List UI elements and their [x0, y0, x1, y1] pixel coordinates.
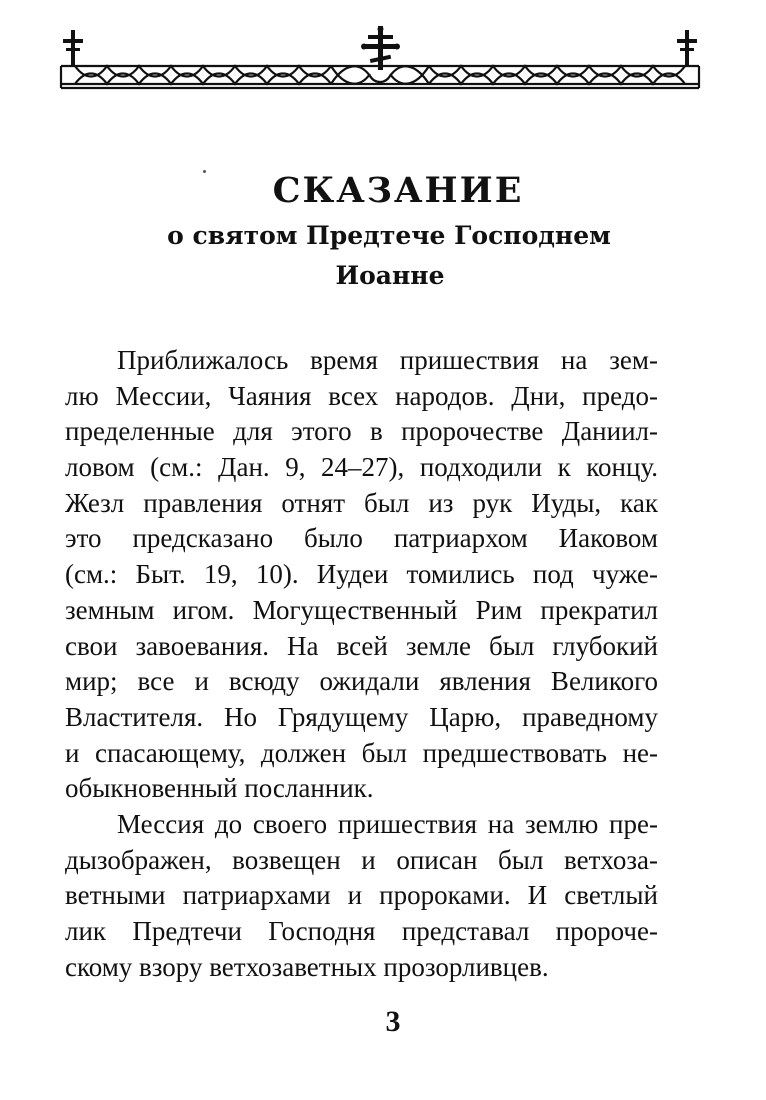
text-line: Жезл правления отнят был из рук Иуды, как	[65, 487, 658, 518]
body-text	[65, 343, 658, 985]
chapter-subtitle-line-1: о святом Предтече Господнем	[167, 221, 611, 250]
text-line: скому взору ветхозаветных прозорливцев.	[65, 951, 549, 982]
text-line: Властителя. Но Грядущему Царю, праведному	[65, 701, 658, 732]
text-line: мир; все и всюду ожидали явления Великого	[65, 666, 658, 697]
text-line: (см.: Быт. 19, 10). Иудеи томились под чуже-	[65, 559, 658, 590]
text-line: ветными патриархами и пророками. И светлый	[65, 880, 658, 911]
text-line: ловом (см.: Дан. 9, 24–27), подходили к концу.	[65, 452, 658, 483]
text-line: земным игом. Могущественный Рим прекратил	[65, 594, 658, 625]
page-number: 3	[385, 1005, 401, 1038]
text-line: дызображен, возвещен и описан был ветхоза-	[65, 844, 658, 875]
text-line: свои завоевания. На всей земле был глубокий	[65, 630, 658, 661]
ornamental-border-with-crosses-icon	[55, 26, 705, 108]
text-line: Мессия до своего пришествия на землю пре-	[117, 808, 658, 839]
chapter-title: СКАЗАНИЕ	[272, 170, 524, 211]
chapter-subtitle-line-2: Иоанне	[335, 261, 445, 290]
text-line: и спасающему, должен был предшествовать не-	[65, 737, 658, 768]
text-line: это предсказано было патриархом Иаковом	[65, 523, 658, 554]
text-line: обыкновенный посланник.	[65, 773, 374, 804]
title-block	[0, 168, 766, 296]
text-line: пределенные для этого в пророчестве Даниил-	[65, 416, 658, 447]
text-line: лик Предтечи Господня представал пророче-	[65, 916, 658, 946]
text-line: лю Мессии, Чаяния всех народов. Дни, предо-	[65, 380, 658, 411]
text-line: Приближалось время пришествия на зем-	[117, 345, 658, 375]
